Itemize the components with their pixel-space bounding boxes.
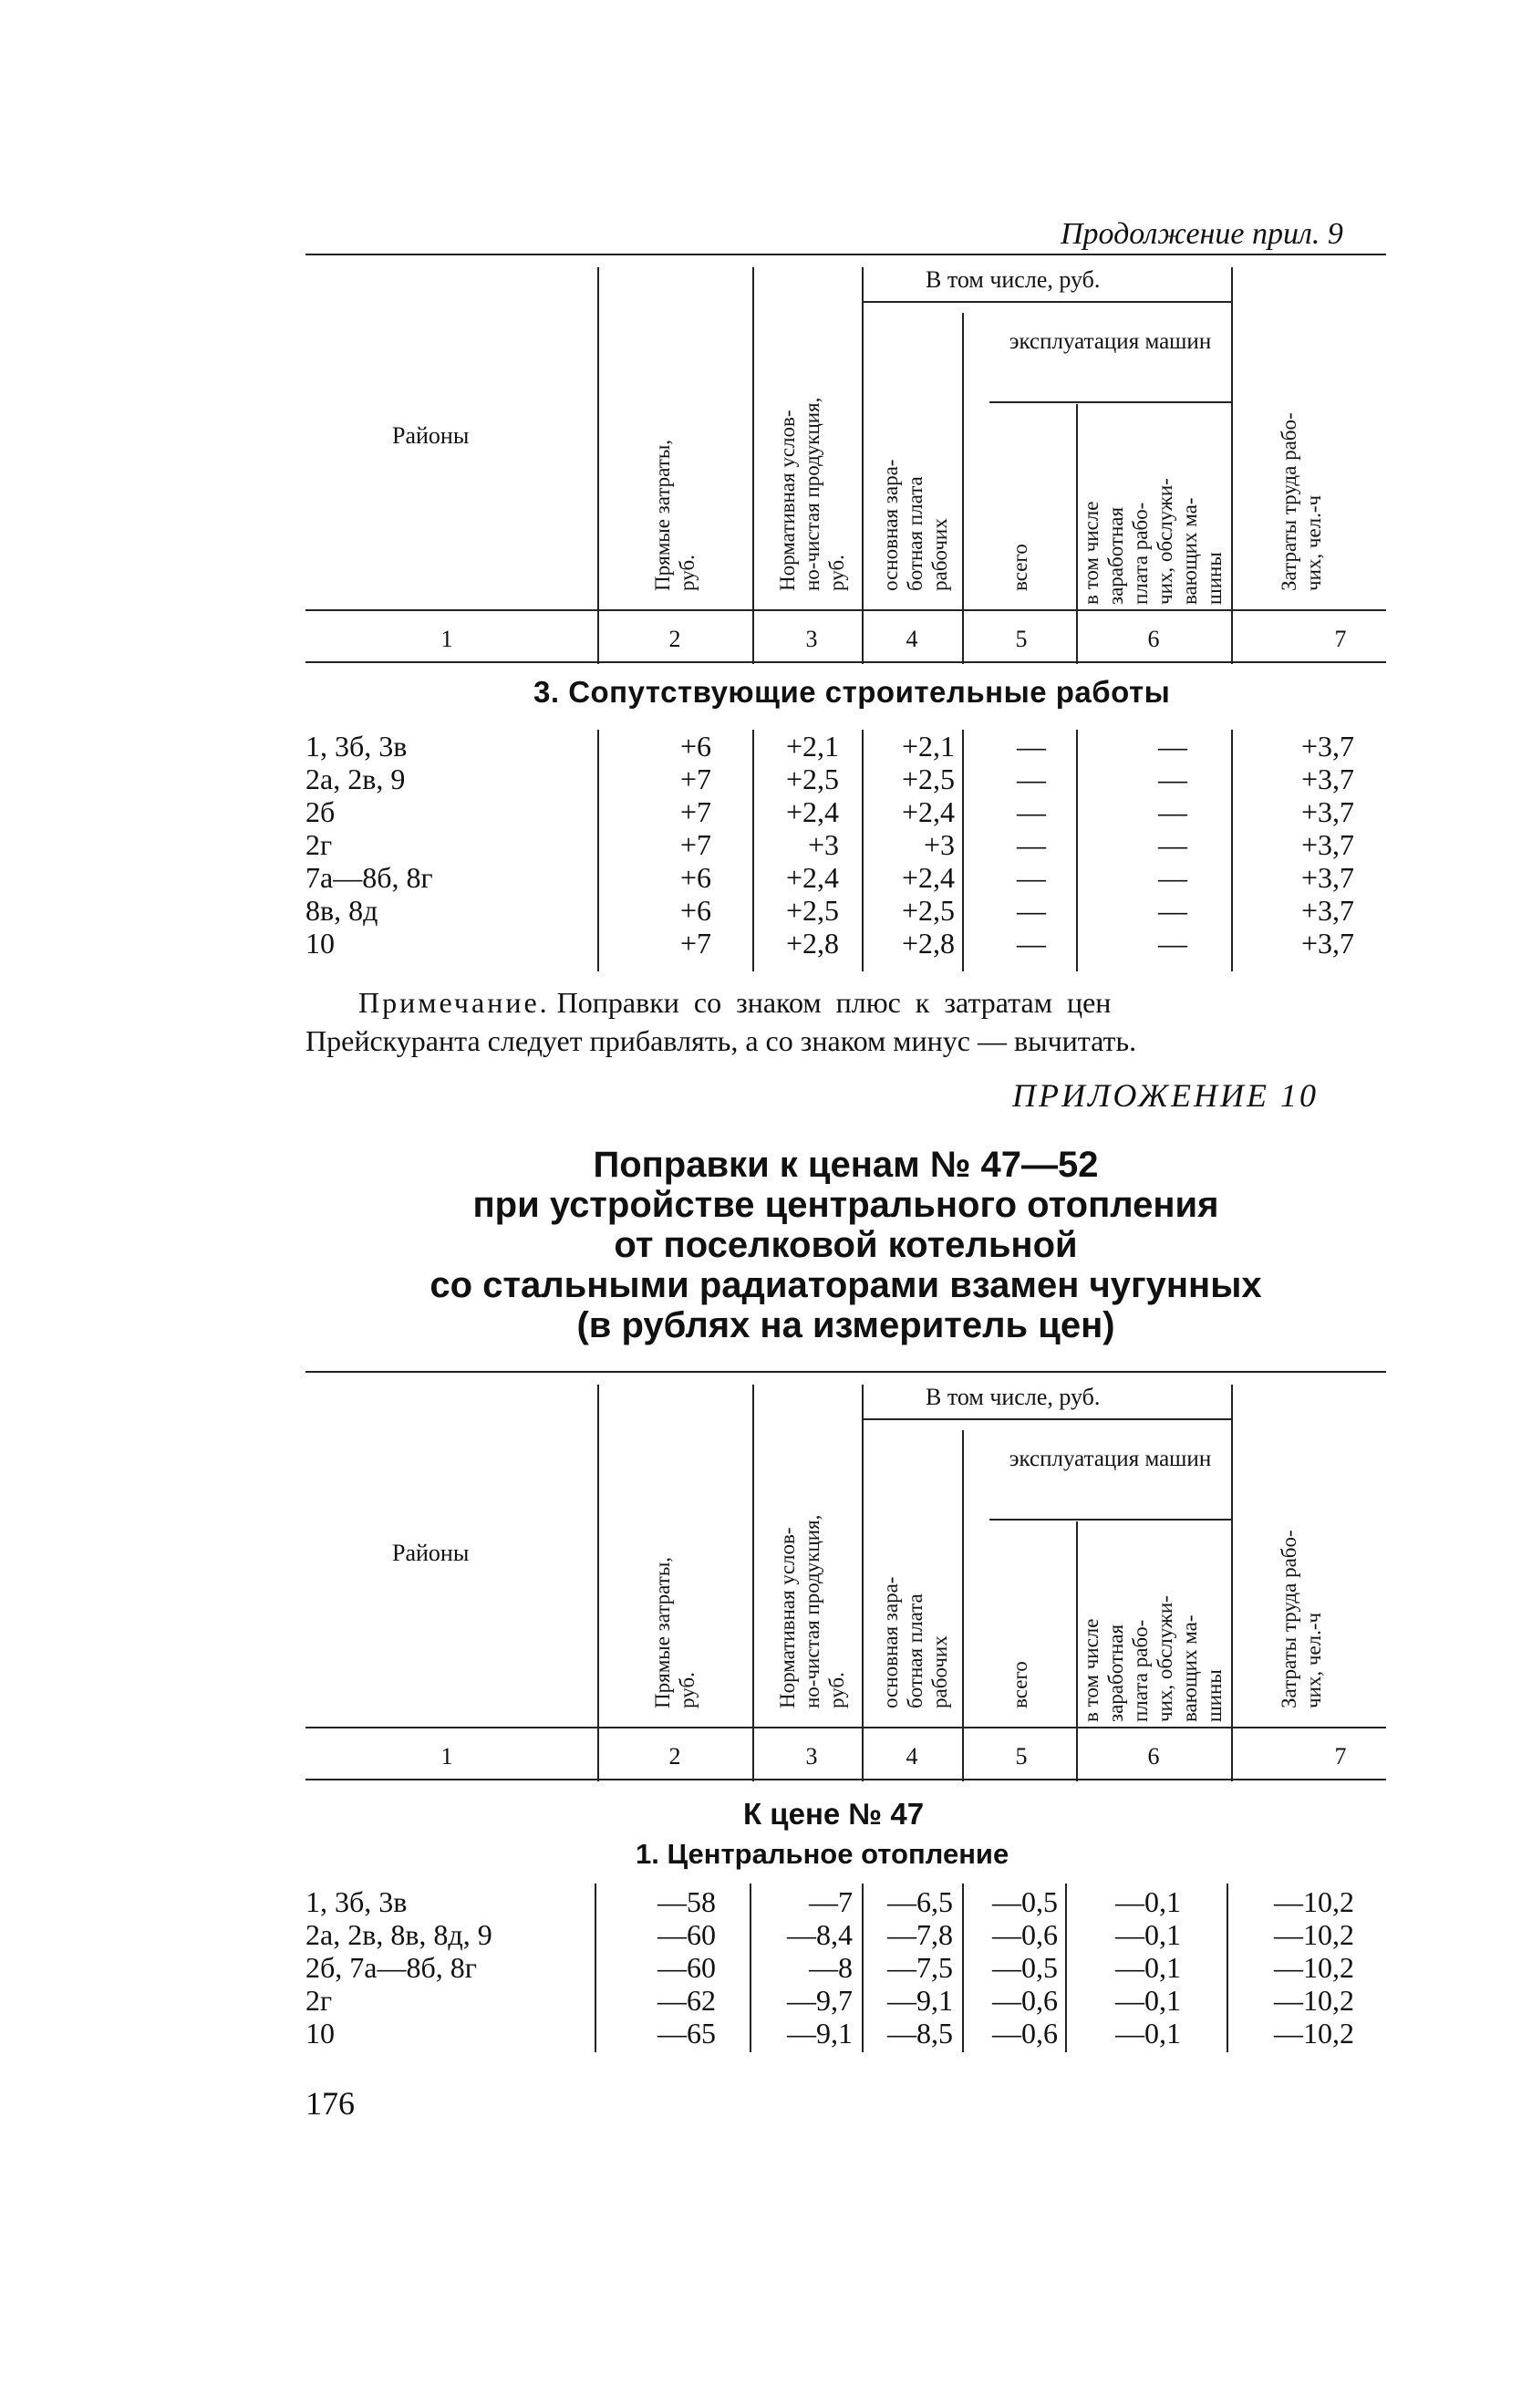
title-line-5: (в рублях на измеритель цен)	[576, 1305, 1115, 1345]
main-title	[305, 1145, 1386, 1345]
table-cell: +2,4	[901, 861, 955, 894]
table-cell: —9,1	[787, 2017, 853, 2050]
col4-label-2: основная зара- ботная плата рабочих	[879, 1576, 951, 1708]
note-line2: Прейскуранта следует прибавлять, а со знаком минус — вычитать.	[305, 1024, 1137, 1057]
col-num-6-b: 6	[1147, 1743, 1160, 1770]
table-cell: +2,4	[901, 795, 955, 828]
col-num-6: 6	[1147, 626, 1160, 652]
table1-header	[305, 254, 1386, 673]
subsection-title: 1. Центральное отопление	[636, 1838, 1009, 1870]
table-cell: +2,8	[901, 927, 955, 960]
table-row	[305, 1951, 1386, 1984]
table-cell: +6	[679, 861, 711, 894]
table-cell: +3	[923, 828, 955, 861]
table-cell: —8,5	[887, 2017, 953, 2050]
table-row	[305, 1885, 1386, 1918]
table-cell: —0,1	[1115, 2017, 1181, 2050]
ekspluatatsiya-label: эксплуатация машин	[1009, 329, 1212, 354]
table-cell: —	[1158, 927, 1187, 960]
table-cell: +2,4	[785, 795, 839, 828]
table-cell: +2,5	[785, 894, 839, 927]
table-cell: —	[1017, 927, 1046, 960]
table-cell: +3	[807, 828, 839, 861]
table-cell: +6	[679, 730, 711, 763]
table-cell: +3,7	[1300, 894, 1354, 927]
col-num-3: 3	[805, 626, 818, 652]
table-cell: —0,1	[1115, 1918, 1181, 1951]
table-cell: 10	[305, 2017, 335, 2050]
col5-label: всего	[1009, 544, 1031, 591]
rayony-label-2: Районы	[392, 1540, 470, 1566]
table-row	[305, 927, 1386, 960]
table-row	[305, 795, 1386, 828]
continuation-label: Продолжение прил. 9	[1061, 217, 1343, 251]
col4-label: основная зара- ботная плата рабочих	[879, 459, 951, 591]
table-cell: —58	[657, 1885, 716, 1918]
table-cell: —	[1158, 894, 1187, 927]
table-cell: —0,6	[992, 2017, 1058, 2050]
table-cell: —8	[809, 1951, 853, 1984]
table-cell: —10,2	[1274, 1951, 1354, 1984]
col-num-3-b: 3	[805, 1743, 818, 1770]
table-cell: —10,2	[1274, 1885, 1354, 1918]
col6-label: в том числе заработная плата рабо- чих, обслужи- вающих ма- шины	[1080, 478, 1226, 605]
table-cell: 2г	[305, 828, 333, 861]
table-cell: —0,6	[992, 1984, 1058, 2017]
title-line-1: Поправки к ценам № 47—52	[593, 1145, 1099, 1185]
table-cell: —	[1017, 763, 1046, 795]
table-cell: —10,2	[1274, 1984, 1354, 2017]
col5-label-2: всего	[1009, 1661, 1031, 1708]
title-line-2: при устройстве центрального отопления	[472, 1185, 1219, 1225]
table-cell: —0,1	[1115, 1951, 1181, 1984]
col6-label-2: в том числе заработная плата рабо- чих, обслужи- вающих ма- шины	[1080, 1595, 1226, 1722]
table-cell: 7а—8б, 8г	[305, 861, 433, 894]
col-num-1-b: 1	[440, 1743, 453, 1770]
table-cell: +7	[679, 927, 711, 960]
table-cell: 1, 3б, 3в	[305, 730, 408, 763]
table-cell: —	[1017, 861, 1046, 894]
col7-label: Затраты труда рабо- чих, чел.-ч	[1278, 412, 1325, 591]
table-cell: +7	[679, 795, 711, 828]
table-cell: —	[1158, 861, 1187, 894]
table-cell: +2,5	[901, 763, 955, 795]
col7-label-2: Затраты труда рабо- чих, чел.-ч	[1278, 1530, 1325, 1708]
table-cell: —62	[657, 1984, 716, 2017]
table-cell: +7	[679, 763, 711, 795]
table-cell: —7,5	[887, 1951, 953, 1984]
section3-title: 3. Сопутствующие строительные работы	[533, 675, 1171, 709]
table-cell: +2,4	[785, 861, 839, 894]
table-cell: —	[1158, 795, 1187, 828]
table-cell: —	[1017, 730, 1046, 763]
table-row	[305, 1984, 1386, 2017]
col-num-7-b: 7	[1334, 1743, 1347, 1770]
table-cell: —10,2	[1274, 2017, 1354, 2050]
table-cell: —60	[657, 1918, 716, 1951]
table-cell: 8в, 8д	[305, 894, 378, 927]
table-cell: 2а, 2в, 8в, 8д, 9	[305, 1918, 492, 1951]
table-row	[305, 894, 1386, 927]
table-cell: +2,8	[785, 927, 839, 960]
note-label: Примечание.	[358, 986, 550, 1019]
table-cell: —	[1017, 795, 1046, 828]
table-cell: 10	[305, 927, 335, 960]
table-cell: —6,5	[887, 1885, 953, 1918]
table2-header	[305, 1371, 1386, 1790]
col3-label-2: Нормативная услов- но-чистая продукция, руб.	[776, 1514, 848, 1708]
v-tom-chisle-label-2: В том числе, руб.	[926, 1384, 1101, 1410]
page-number: 176	[305, 2085, 355, 2122]
table-cell: —	[1158, 763, 1187, 795]
table-cell: —10,2	[1274, 1918, 1354, 1951]
table-cell: 2б, 7а—8б, 8г	[305, 1951, 477, 1984]
col-num-5-b: 5	[1015, 1743, 1028, 1770]
table-cell: +2,5	[901, 894, 955, 927]
col2-label: Прямые затраты, руб.	[651, 439, 699, 591]
table-cell: +3,7	[1300, 763, 1354, 795]
title-line-4: со стальными радиаторами взамен чугунных	[430, 1265, 1262, 1305]
table-cell: —0,6	[992, 1918, 1058, 1951]
table-cell: +2,1	[785, 730, 839, 763]
table-cell: —9,7	[787, 1984, 853, 2017]
col-num-2: 2	[668, 626, 681, 652]
table-cell: 1, 3б, 3в	[305, 1885, 408, 1918]
table-cell: 2а, 2в, 9	[305, 763, 406, 795]
note-line1: Поправки со знаком плюс к затратам цен	[556, 986, 1112, 1019]
col-num-4: 4	[906, 626, 918, 652]
table-row	[305, 2017, 1386, 2050]
table-row	[305, 763, 1386, 795]
table-cell: —	[1158, 828, 1187, 861]
table-cell: —0,5	[992, 1951, 1058, 1984]
table-cell: +2,5	[785, 763, 839, 795]
table-cell: +2,1	[901, 730, 955, 763]
col-num-5: 5	[1015, 626, 1028, 652]
appendix-label: ПРИЛОЖЕНИЕ 10	[1012, 1077, 1319, 1114]
table-cell: —9,1	[887, 1984, 953, 2017]
table-cell: —	[1158, 730, 1187, 763]
col-num-4-b: 4	[906, 1743, 918, 1770]
table-cell: —7	[809, 1885, 853, 1918]
table-row	[305, 828, 1386, 861]
table-cell: —8,4	[787, 1918, 853, 1951]
table-cell: —	[1017, 828, 1046, 861]
title-line-3: от поселковой котельной	[614, 1225, 1078, 1265]
table-cell: —	[1017, 894, 1046, 927]
table-cell: 2г	[305, 1984, 333, 2017]
note	[305, 983, 1386, 1060]
table-cell: —0,1	[1115, 1885, 1181, 1918]
k-tsene-label: К цене № 47	[743, 1797, 925, 1831]
table-cell: —0,5	[992, 1885, 1058, 1918]
table-cell: —65	[657, 2017, 716, 2050]
table-cell: +7	[679, 828, 711, 861]
v-tom-chisle-label: В том числе, руб.	[926, 266, 1101, 293]
table-cell: +3,7	[1300, 861, 1354, 894]
table-row	[305, 730, 1386, 763]
col-num-1: 1	[440, 626, 453, 652]
table-cell: —0,1	[1115, 1984, 1181, 2017]
table-cell: +6	[679, 894, 711, 927]
ekspluatatsiya-label-2: эксплуатация машин	[1009, 1447, 1212, 1471]
col3-label: Нормативная услов- но-чистая продукция, руб.	[776, 397, 848, 591]
col-num-7: 7	[1334, 626, 1347, 652]
table-cell: +3,7	[1300, 828, 1354, 861]
col2-label-2: Прямые затраты, руб.	[651, 1556, 699, 1708]
table-cell: +3,7	[1300, 927, 1354, 960]
table-cell: 2б	[305, 795, 336, 828]
table-cell: +3,7	[1300, 730, 1354, 763]
table-row	[305, 1918, 1386, 1951]
table-cell: +3,7	[1300, 795, 1354, 828]
table-cell: —7,8	[887, 1918, 953, 1951]
table-cell: —60	[657, 1951, 716, 1984]
col-num-2-b: 2	[668, 1743, 681, 1770]
table-row	[305, 861, 1386, 894]
rayony-label: Районы	[392, 422, 470, 449]
